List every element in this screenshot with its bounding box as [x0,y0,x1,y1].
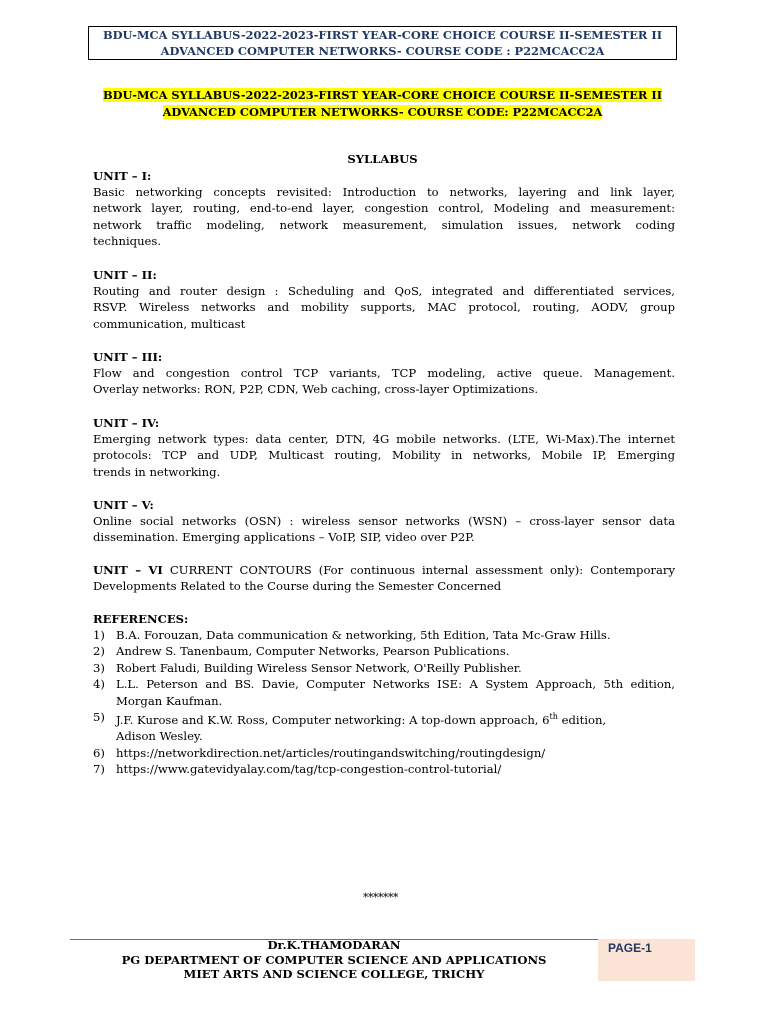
reference-item [93,709,675,745]
page-number-box [598,939,695,981]
reference-text: Adison Wesley. [116,729,203,744]
running-header-line-1: BDU-MCA SYLLABUS-2022-2023-FIRST YEAR-CORE CHOICE COURSE II-SEMESTER II [102,28,663,42]
unit-6-title: UNIT – VI [93,563,163,577]
syllabus-heading: SYLLABUS [347,152,418,166]
reference-item [93,643,675,659]
unit-4-line: Emerging network types: data center, DTN, 4G mobile networks. (LTE, Wi-Max).The internet [93,432,675,446]
footer [70,938,598,982]
reference-text: B.A. Forouzan, Data communication & networking, 5th Edition, Tata Mc-Graw Hills. [116,628,611,642]
unit-3-body [93,365,675,398]
unit-6-line-2: Developments Related to the Course during the Semester Concerned [93,579,502,594]
reference-text-pre: J.F. Kurose and K.W. Ross, Computer networking: A top-down approach, 6 [116,712,550,727]
reference-number: 3) [93,660,105,675]
document-title [88,87,677,120]
reference-number: 2) [93,644,105,659]
unit-3-title: UNIT – III: [93,350,163,364]
unit-5-line: Online social networks (OSN) : wireless sensor networks (WSN) – cross-layer sensor data [93,514,675,528]
reference-number: 4) [93,677,105,692]
unit-4-line: trends in networking. [93,464,221,479]
unit-3-line: Flow and congestion control TCP variants, TCP modeling, active queue. Management. [93,366,675,380]
reference-text: Morgan Kaufman. [116,693,223,708]
reference-text: Andrew S. Tanenbaum, Computer Networks, Pearson Publications. [116,644,510,659]
unit-4-line: protocols: TCP and UDP, Multicast routing, Mobility in networks, Mobile IP, Emerging [93,448,675,463]
reference-text: Robert Faludi, Building Wireless Sensor Network, O'Reilly Publisher. [116,660,522,675]
unit-1-title: UNIT – I: [93,169,152,183]
reference-item [93,660,675,676]
unit-4-title: UNIT – IV: [93,416,160,430]
reference-number: 7) [93,762,105,777]
unit-6-line-1-text: CURRENT CONTOURS (For continuous internal assessment only): Contemporary [162,563,676,577]
unit-1-line: network traffic modeling, network measurement, simulation issues, network coding [93,217,675,232]
reference-number: 6) [93,745,105,760]
references-list [93,627,675,778]
reference-item [93,676,675,709]
unit-4-body [93,431,675,480]
references-title: REFERENCES: [93,612,189,626]
reference-item [93,745,675,761]
unit-6-body [93,562,675,595]
reference-item [93,761,675,777]
unit-6-line-1 [93,562,675,578]
unit-2-line: RSVP. Wireless networks and mobility supports, MAC protocol, routing, AODV, group [93,300,675,315]
end-stars: ******* [363,891,398,904]
footer-author: Dr.K.THAMODARAN [267,938,401,952]
unit-1-line: techniques. [93,234,162,249]
unit-3-line: Overlay networks: RON, P2P, CDN, Web caching, cross-layer Optimizations. [93,382,539,397]
unit-2-line: communication, multicast [93,316,246,331]
running-header-line-2: ADVANCED COMPUTER NETWORKS- COURSE CODE : P22MCACC2A [160,43,605,58]
reference-link[interactable]: https://networkdirection.net/articles/routingandswitching/routingdesign/ [116,745,546,760]
title-line-2: ADVANCED COMPUTER NETWORKS- COURSE CODE: P22MCACC2A [162,104,603,119]
unit-1-line: network layer, routing, end-to-end layer, congestion control, Modeling and measurement: [93,201,675,216]
unit-2-line: Routing and router design : Scheduling and QoS, integrated and differentiated services, [93,284,675,298]
unit-1-line: Basic networking concepts revisited: Introduction to networks, layering and link layer, [93,185,675,199]
reference-number: 5) [93,710,105,725]
unit-5-title: UNIT – V: [93,498,154,512]
reference-text [116,709,675,728]
reference-number: 1) [93,628,105,642]
unit-5-line: dissemination. Emerging applications – VoIP, SIP, video over P2P. [93,530,475,545]
reference-item [93,627,675,643]
page-number: PAGE-1 [608,941,652,955]
reference-text: L.L. Peterson and BS. Davie, Computer Networks ISE: A System Approach, 5th edition, [116,677,675,692]
reference-superscript: th [549,712,558,722]
unit-2-title: UNIT – II: [93,268,157,282]
unit-5-body [93,513,675,546]
unit-2-body [93,283,675,332]
running-header [88,26,677,60]
title-line-1: BDU-MCA SYLLABUS-2022-2023-FIRST YEAR-CORE CHOICE COURSE II-SEMESTER II [102,88,663,102]
footer-department: PG DEPARTMENT OF COMPUTER SCIENCE AND APPLICATIONS [121,952,547,967]
reference-text-post: edition, [557,712,607,727]
reference-link[interactable]: https://www.gatevidyalay.com/tag/tcp-congestion-control-tutorial/ [116,762,502,777]
unit-1-body [93,184,675,250]
footer-college: MIET ARTS AND SCIENCE COLLEGE, TRICHY [183,967,485,982]
